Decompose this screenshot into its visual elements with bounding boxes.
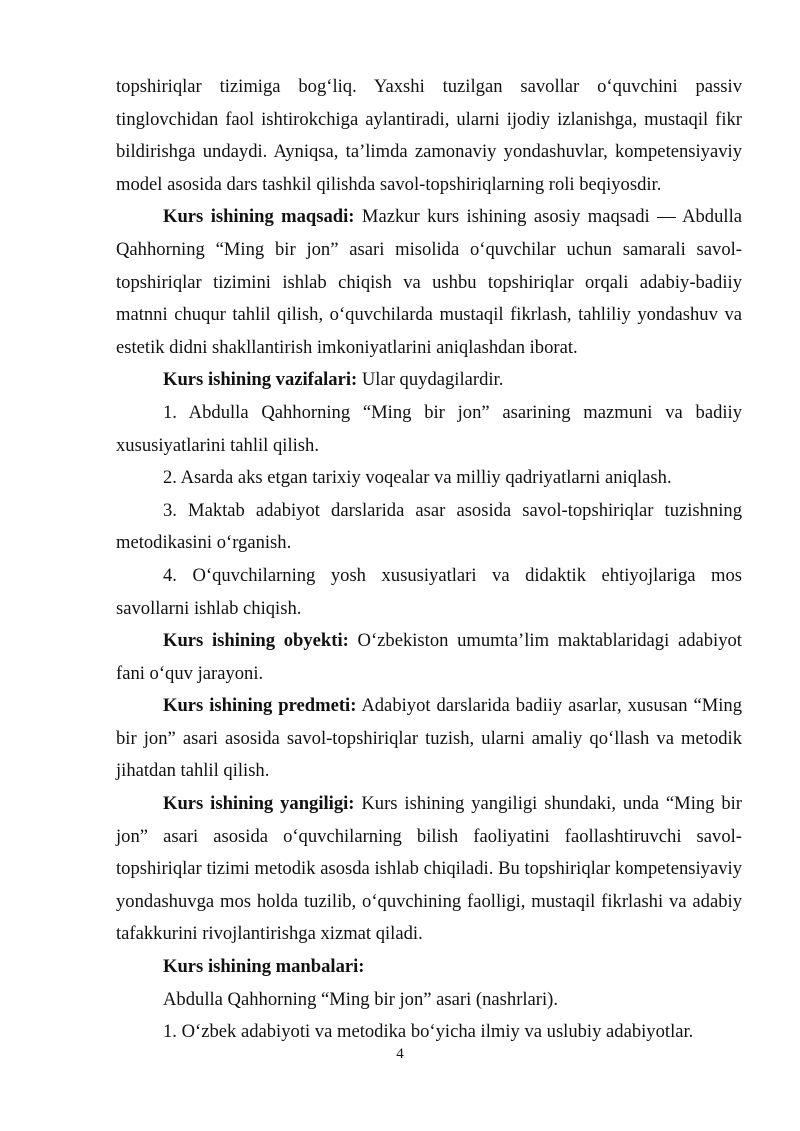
object-label: Kurs ishining obyekti: — [163, 630, 349, 652]
task-item: 3. Maktab adabiyot darslarida asar asosida savol-topshiriqlar tuzishning metodikasini o‘rganish. — [116, 499, 742, 554]
tasks-paragraph — [116, 364, 742, 397]
subject-text: Adabiyot darslarida badiiy asarlar, xususan “Ming bir jon” asari asosida savol-topshiriqlar tuzish, ularni amaliy qo‘llash va metodik jihatdan tahlil qilish. — [116, 695, 742, 782]
sources-label: Kurs ishining manbalari: — [163, 956, 365, 978]
goal-paragraph — [116, 201, 742, 364]
sources-heading — [116, 951, 742, 984]
novelty-paragraph — [116, 788, 742, 951]
source-item: Abdulla Qahhorning “Ming bir jon” asari (nashrlari). — [163, 988, 559, 1010]
page-number: 4 — [396, 1046, 404, 1062]
tasks-label: Kurs ishining vazifalari: — [163, 369, 358, 391]
novelty-text: Kurs ishining yangiligi shundaki, unda “Ming bir jon” asari asosida o‘quvchilarning bilish faoliyatini faollashtiruvchi savol-topshiriqlar tizimi metodik asosda ishlab chiqiladi. Bu topshiriqlar kompetensiyaviy yondashuvga mos holda tuzilib, o‘quvchining faolligi, mustaqil fikrlashi va adabiy tafakkurini rivojlantirishga xizmat qiladi. — [116, 793, 742, 945]
goal-label: Kurs ishining maqsadi: — [163, 206, 355, 228]
intro-paragraph: topshiriqlar tizimiga bog‘liq. Yaxshi tuzilgan savollar o‘quvchini passiv tinglovchidan faol ishtirokchiga aylantiradi, ularni ijodiy izlanishga, mustaqil fikr bildirishga undaydi. Ayniqsa, ta’limda zamonaviy yondashuvlar, kompetensiyaviy model asosida dars tashkil qilishda savol-topshiriqlarning roli beqiyosdir. — [116, 76, 742, 195]
document-page — [116, 71, 742, 1049]
source-item: 1. O‘zbek adabiyoti va metodika bo‘yicha ilmiy va uslubiy adabiyotlar. — [163, 1021, 694, 1043]
subject-paragraph — [116, 690, 742, 788]
object-paragraph — [116, 625, 742, 690]
novelty-label: Kurs ishining yangiligi: — [163, 793, 355, 815]
task-item: 1. Abdulla Qahhorning “Ming bir jon” asarining mazmuni va badiiy xususiyatlarini tahlil qilish. — [116, 401, 742, 456]
subject-label: Kurs ishining predmeti: — [163, 695, 357, 717]
task-item: 2. Asarda aks etgan tarixiy voqealar va milliy qadriyatlarni aniqlash. — [163, 467, 672, 489]
object-text: O‘zbekiston umumta’lim maktablaridagi adabiyot fani o‘quv jarayoni. — [116, 630, 742, 684]
task-item: 4. O‘quvchilarning yosh xususiyatlari va didaktik ehtiyojlariga mos savollarni ishlab chiqish. — [116, 564, 742, 619]
tasks-text: Ular quydagilardir. — [357, 369, 504, 391]
goal-text: Mazkur kurs ishining asosiy maqsadi — Abdulla Qahhorning “Ming bir jon” asari misolida o‘quvchilar uchun samarali savol-topshiriqlar tizimini ishlab chiqish va ushbu topshiriqlar orqali adabiy-badiiy matnni chuqur tahlil qilish, o‘quvchilarda mustaqil fikrlash, tahliliy yondashuv va estetik didni shakllantirish imkoniyatlarini aniqlashdan iborat. — [116, 206, 742, 358]
